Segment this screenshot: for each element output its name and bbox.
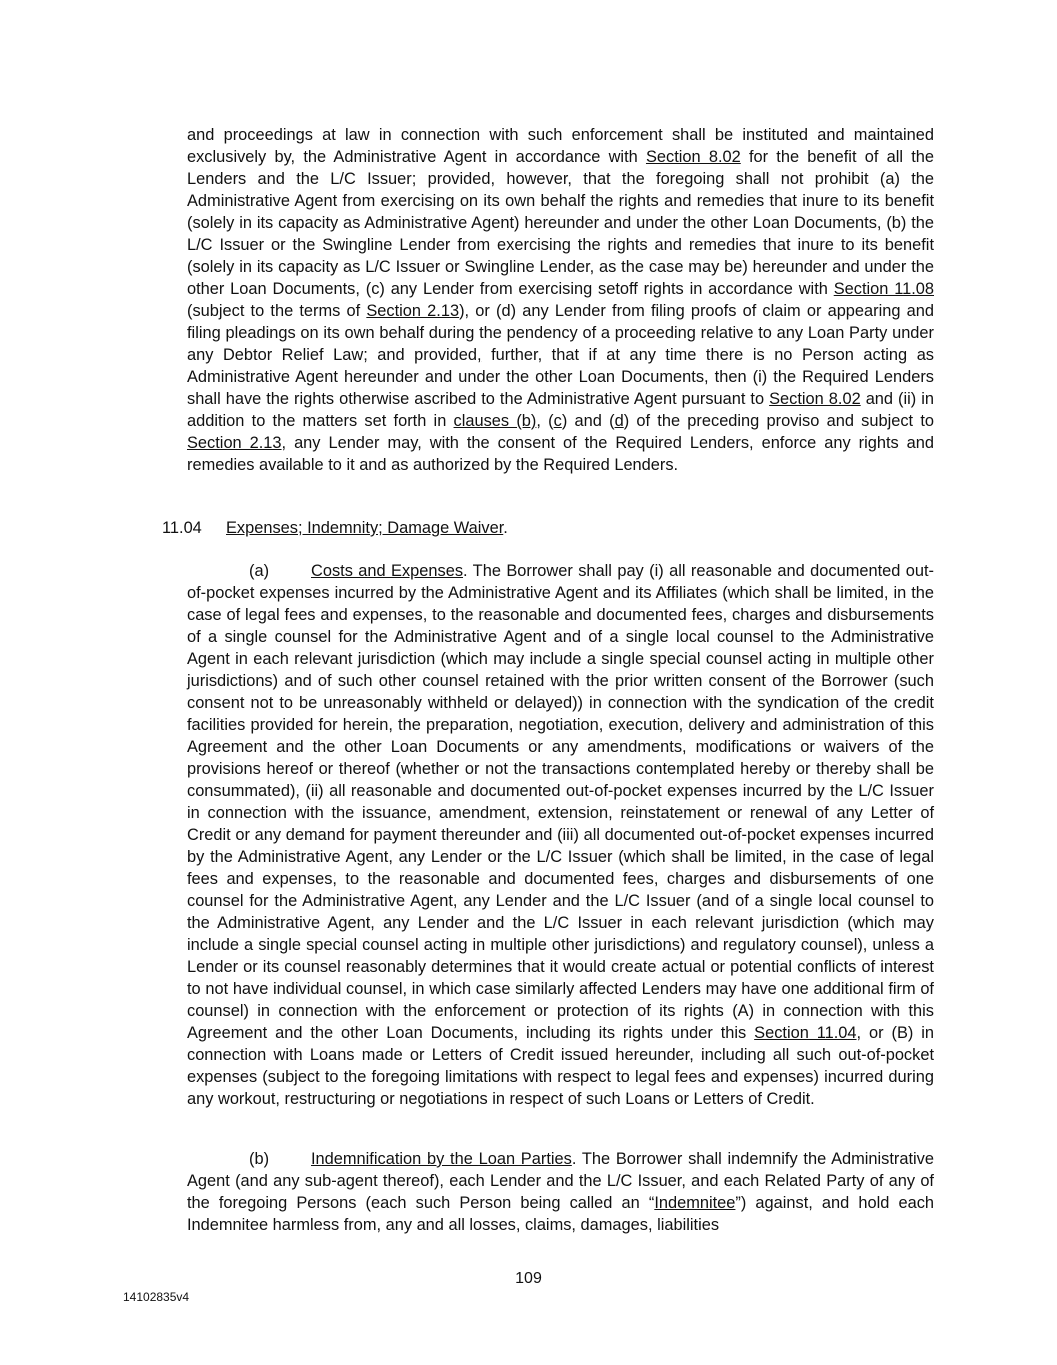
paragraph-enforcement <box>187 124 934 476</box>
text: ) of the preceding proviso and subject to <box>623 412 934 430</box>
section-reference: Section 2.13 <box>366 302 460 320</box>
text: ), or (d) any Lender from filing proofs of claim or appearing and filing pleadings on its own behalf during the pendency of a proceeding relative to any Loan Party under any Debtor Relief Law; and provided <box>187 302 934 364</box>
text: . <box>503 519 508 537</box>
paragraph-costs-and-expenses <box>187 560 934 1110</box>
section-reference: Section 2.13 <box>187 434 282 452</box>
text: (subject to the terms of <box>187 302 367 320</box>
clause-title: Indemnification by the Loan Parties <box>311 1150 572 1168</box>
section-reference: Section 8.02 <box>769 390 861 408</box>
clause-label: (b) <box>249 1150 270 1168</box>
section-reference: Section 11.04 <box>754 1024 857 1042</box>
document-id: 14102835v4 <box>123 1290 190 1304</box>
clause-reference: d <box>614 412 624 430</box>
defined-term: Indemnitee <box>654 1194 736 1212</box>
clause-label: (a) <box>249 562 270 580</box>
section-number: 11.04 <box>162 519 202 537</box>
text: and proceedings at law in connection with such enforcement shall be instituted and maintained exclusively by, the Administrative Agent in accordance with <box>187 126 934 166</box>
text: , any Lender may, with the consent of the Required Lenders, enforce any rights and remedies available to it and as authorized by the Required Lenders. <box>187 434 934 474</box>
text: further, that if at any time there is no Person acting as Administrative Agent hereunder and under the other Loan Documents, then (i) the Required Lenders shall have the rights otherwise ascribed to the Administrative Agent pursuant to <box>187 346 934 408</box>
clause-title: Costs and Expenses <box>311 562 464 580</box>
paragraph-indemnification <box>187 1148 934 1236</box>
page-number: 109 <box>515 1270 542 1287</box>
clause-reference: clauses (b) <box>453 412 537 430</box>
clause-reference: c <box>553 412 562 430</box>
text: ”) against, and hold each Indemnitee harmless from, any and all losses, claims, damages, liabilities <box>187 1194 935 1234</box>
text: . The Borrower shall indemnify the Administrative Agent (and any sub-agent thereof), each Lender and the L/C Issuer, and each Related Party of any of the foregoing Persons (each such Person being called an “ <box>187 1150 934 1212</box>
underlined-comma: , <box>477 346 482 364</box>
text: , ( <box>536 412 554 430</box>
text: , or (B) in connection with Loans made or Letters of Credit issued hereunder, including all such out-of-pocket expenses (subject to the foregoing limitations with respect to legal fees and expenses) incurred during any workout, restructuring or negotiations in respect of such Loans or Letters of Credit. <box>187 1024 934 1108</box>
text: ) and ( <box>561 412 615 430</box>
section-title: Expenses; Indemnity; Damage Waiver <box>226 519 504 537</box>
text: and (ii) in addition to the matters set forth in <box>187 390 934 430</box>
section-reference: Section 11.08 <box>833 280 934 298</box>
section-reference: Section 8.02 <box>645 148 741 166</box>
section-heading <box>162 517 508 539</box>
text: for the benefit of all the Lenders and the L/C Issuer; provided, however, that the foregoing shall not prohibit (a) the Administrative Agent from exercising on its own behalf the rights and remedies that inure to its benefit (solely in its capacity as Administrative Agent) hereunder and under the other Loan Documents, (b) the L/C Issuer or the Swingline Lender from exercising the rights and remedies that inure to its benefit (solely in its capacity as L/C Issuer or Swingline Lender, as the case may be) hereunder and under the other Loan Documents, (c) any Lender from exercising setoff rights in accordance with <box>187 148 934 298</box>
text: . The Borrower shall pay (i) all reasonable and documented out-of-pocket expenses incurred by the Administrative Agent and its Affiliates (which shall be limited, in the case of legal fees and expenses, to the reasonable and documented fees, charges and disbursements of a single counsel for the Administrative Agent and of a single local counsel to the Administrative Agent in each relevant jurisdiction (which may include a single special counsel acting in multiple other jurisdictions) and of such other counsel retained with the prior written consent of the Borrower (such consent not to be unreasonably withheld or delayed)) in connection with the syndication of the credit facilities provided for herein, the preparation, negotiation, execution, delivery and administration of this Agreement and the other Loan Documents or any amendments, modifications or waivers of the provisions hereof or thereof (whether or not the transactions contemplated hereby or thereby shall be consummated), (ii) all reasonable and documented out-of-pocket expenses incurred by the L/C Issuer in connection with the issuance, amendment, extension, reinstatement or renewal of any Letter of Credit or any demand for payment thereunder and (iii) all documented out-of-pocket expenses incurred by the Administrative Agent, any Lender or the L/C Issuer (which shall be limited, in the case of legal fees and expenses, to the reasonable and documented fees, charges and disbursements of one counsel for the Administrative Agent, any Lender and the L/C Issuer (and of a single local counsel to the Administrative Agent, any Lender and the L/C Issuer in each relevant jurisdiction (which may include a single special counsel acting in multiple other jurisdictions) and regulatory counsel), unless a Lender or its counsel reasonably determines that it would create actual or potential conflicts of interest to not have individual counsel, in which case similarly affected Lenders may have one additional firm of counsel) in connection with the enforcement or protection of its rights (A) in connection with this Agreement and the other Loan Documents, including its rights under this <box>187 562 934 1042</box>
